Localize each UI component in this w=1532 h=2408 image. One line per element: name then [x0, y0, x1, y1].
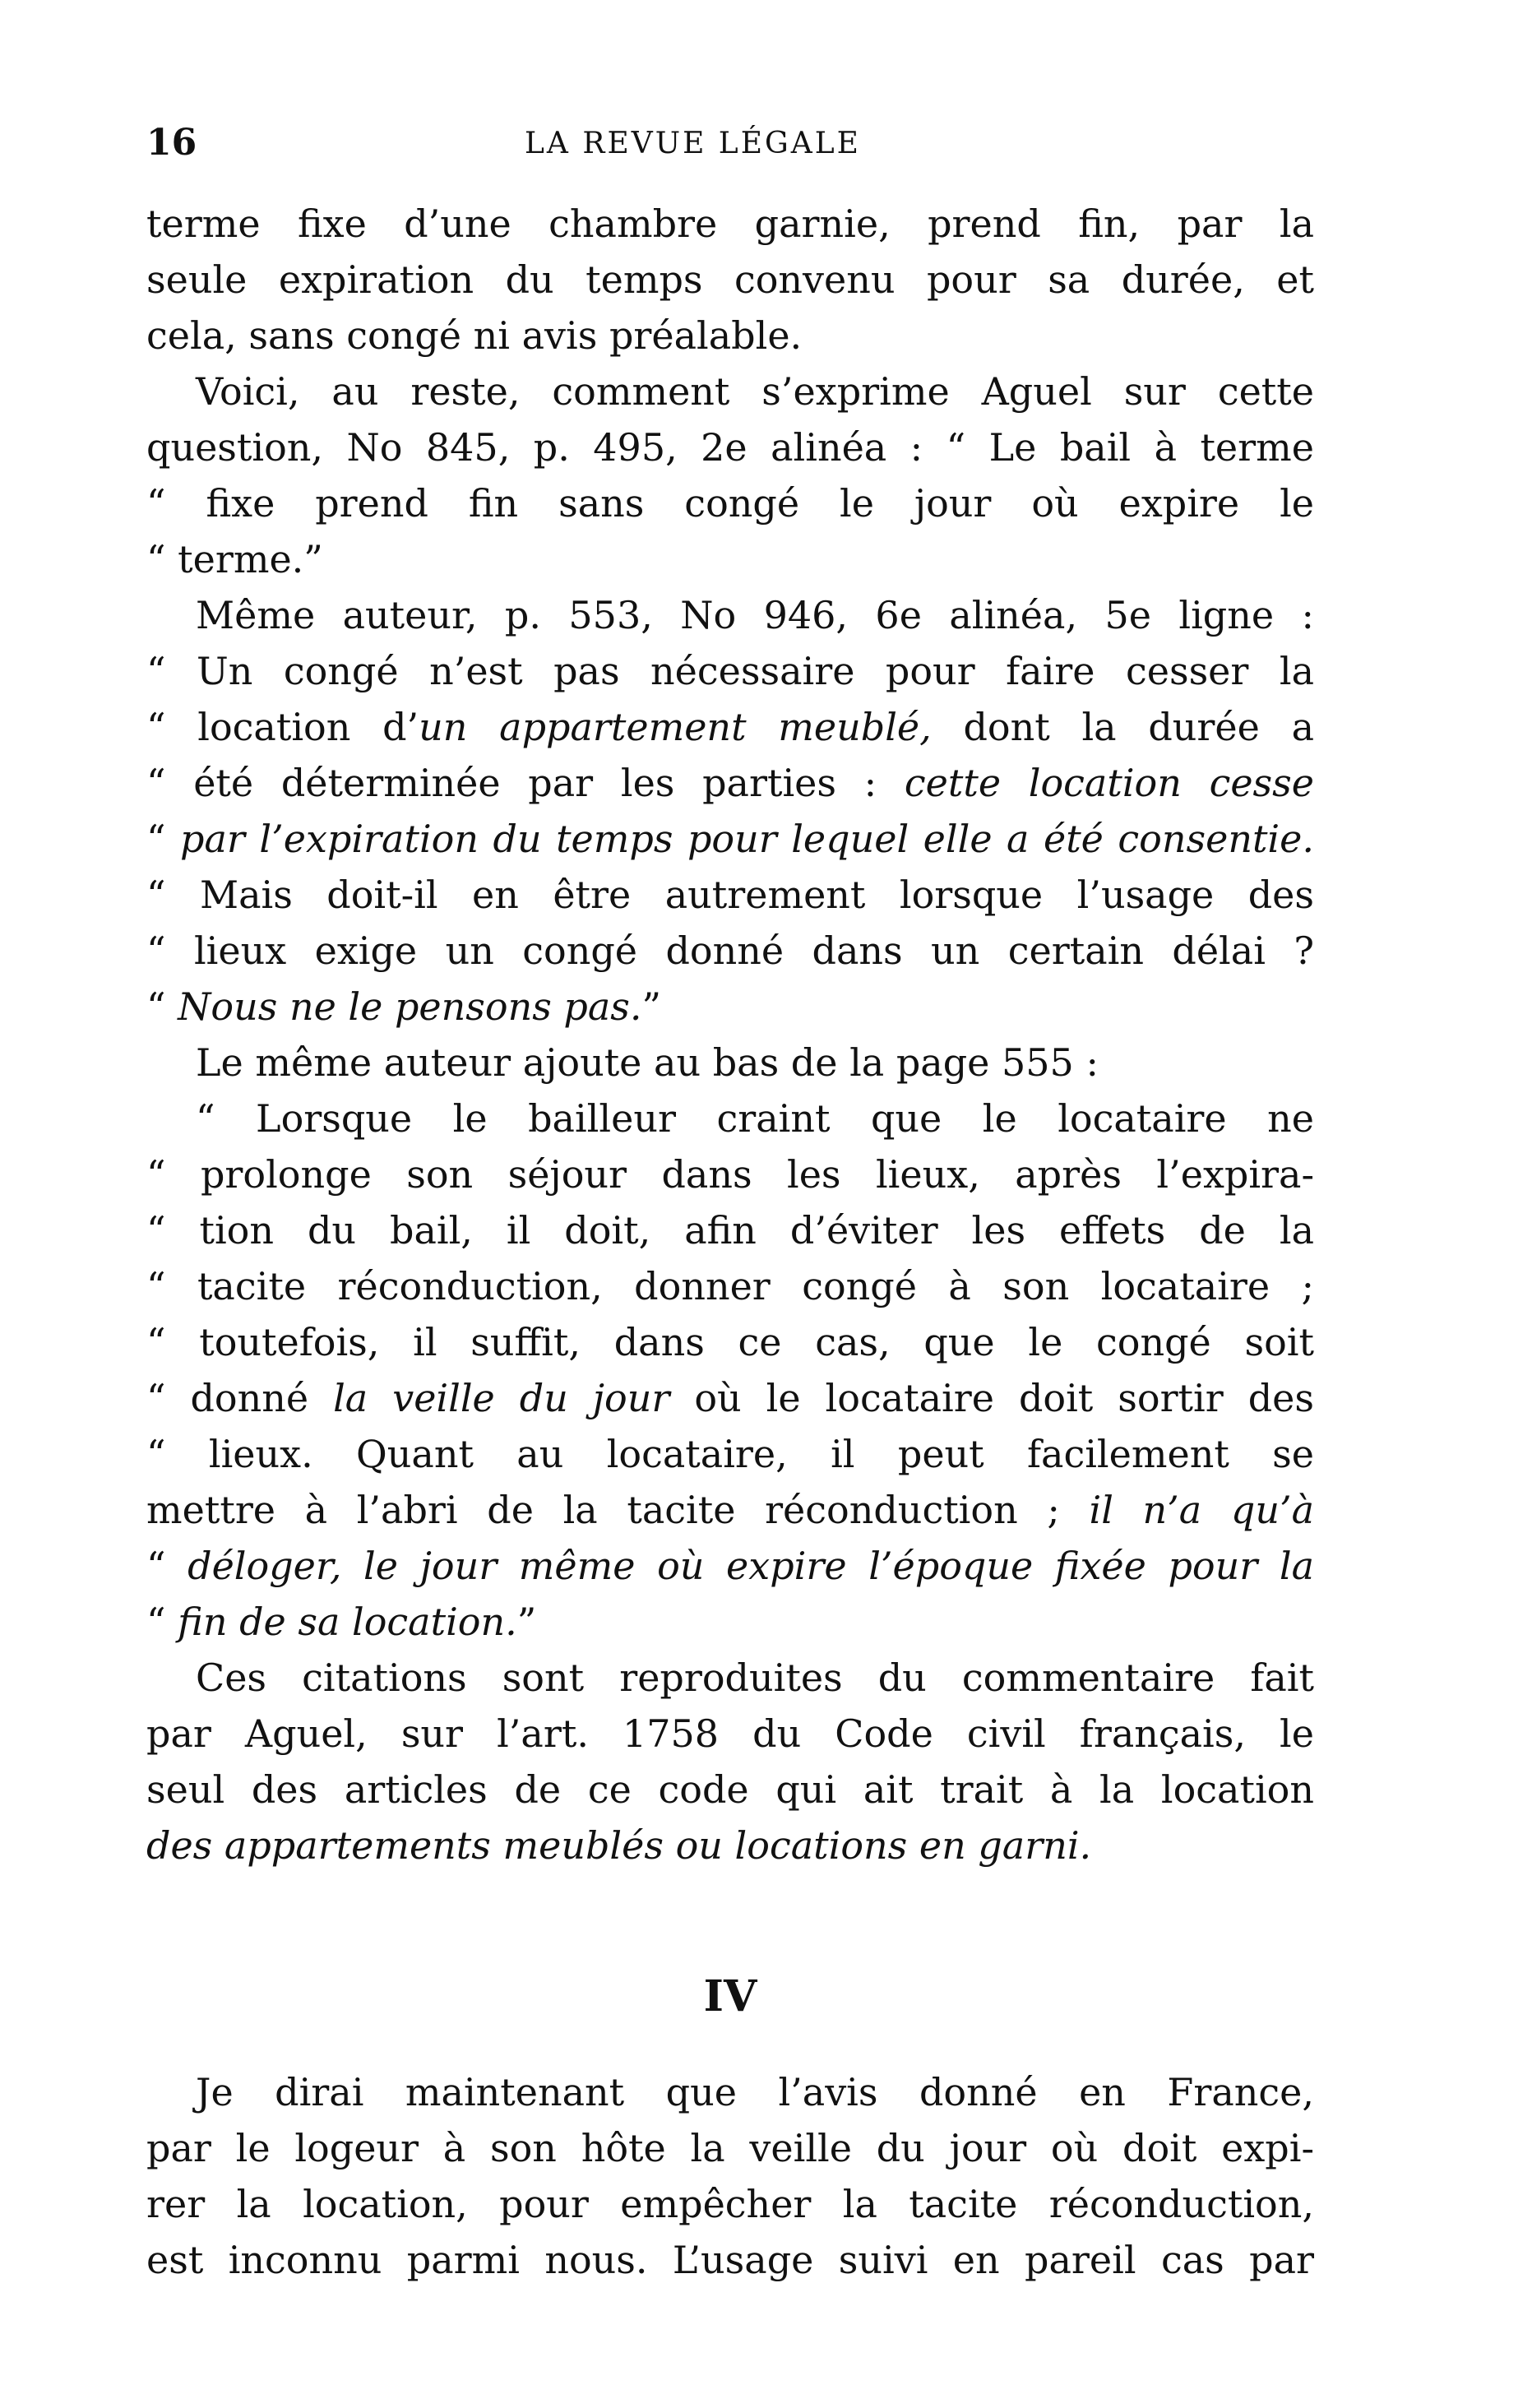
- text-line: Même auteur, p. 553, No 946, 6e alinéa, 5e ligne :: [196, 593, 1314, 637]
- text-span: ”: [516, 1600, 537, 1644]
- text-line: “ lieux. Quant au locataire, il peut facilement se: [146, 1432, 1314, 1476]
- text-line: “ Un congé n’est pas nécessaire pour faire cesser la: [146, 649, 1314, 693]
- text-line: [146, 1538, 1314, 1594]
- italic-span: il n’a qu’à: [1089, 1488, 1314, 1532]
- italic-span: un appartement meublé,: [419, 705, 932, 749]
- italic-span: par l’expiration du temps pour lequel elle a été consentie.: [180, 817, 1314, 861]
- journal-title: LA REVUE LÉGALE: [525, 127, 861, 160]
- text-line: [146, 1370, 1314, 1426]
- text-span: “ été déterminée par les parties :: [146, 761, 905, 805]
- italic-span: cette location cesse: [904, 761, 1314, 805]
- spacer: [146, 1873, 1314, 1956]
- text-line: Le même auteur ajoute au bas de la page 555 :: [196, 1040, 1099, 1085]
- text-line: “ lieux exige un congé donné dans un certain délai ?: [146, 928, 1314, 973]
- text-line: [146, 811, 1314, 867]
- text-line: [146, 979, 1314, 1035]
- text-line: seule expiration du temps convenu pour sa durée, et: [146, 257, 1314, 302]
- body-text: [146, 196, 1314, 2288]
- section-heading: IV: [703, 1971, 757, 2021]
- text-span: “: [146, 984, 178, 1029]
- text-span: “ donné: [146, 1376, 334, 1420]
- italic-span: fin de sa location.: [178, 1600, 517, 1644]
- text-line: Ces citations sont reproduites du commentaire fait: [196, 1656, 1314, 1700]
- text-line: est inconnu parmi nous. L’usage suivi en pareil cas par: [146, 2238, 1314, 2282]
- text-line: “ prolonge son séjour dans les lieux, après l’expira-: [146, 1152, 1314, 1197]
- text-span: ”: [641, 984, 662, 1029]
- text-line: “ tion du bail, il doit, afin d’éviter les effets de la: [146, 1208, 1314, 1253]
- text-line: “ Mais doit-il en être autrement lorsque l’usage des: [146, 873, 1314, 917]
- text-line: seul des articles de ce code qui ait trait à la location: [146, 1767, 1314, 1812]
- text-line: par le logeur à son hôte la veille du jour où doit expi-: [146, 2126, 1314, 2170]
- text-line: terme fixe d’une chambre garnie, prend fin, par la: [146, 201, 1314, 246]
- text-span: où le locataire doit sortir des: [669, 1376, 1314, 1420]
- italic-span: Nous ne le pensons pas.: [178, 984, 642, 1029]
- text-line: [146, 755, 1314, 811]
- text-line: des appartements meublés ou locations en garni.: [146, 1823, 1092, 1868]
- text-span: “: [146, 1544, 188, 1588]
- text-span: dont la durée a: [931, 705, 1314, 749]
- running-head: [146, 122, 1314, 171]
- text-line: [146, 1482, 1314, 1538]
- spacer: [146, 2038, 1314, 2064]
- text-line: rer la location, pour empêcher la tacite réconduction,: [146, 2182, 1314, 2226]
- text-line: “ toutefois, il suffit, dans ce cas, que le congé soit: [146, 1320, 1314, 1364]
- text-span: “: [146, 817, 181, 861]
- italic-span: déloger, le jour même où expire l’époque fixée pour la: [187, 1544, 1314, 1588]
- text-line: Voici, au reste, comment s’exprime Aguel sur cette: [196, 369, 1314, 414]
- text-line: “ terme.”: [146, 537, 323, 581]
- italic-span: la veille du jour: [333, 1376, 670, 1420]
- text-line: par Aguel, sur l’art. 1758 du Code civil français, le: [146, 1711, 1314, 1756]
- text-span: “ location d’: [146, 705, 419, 749]
- text-line: [146, 699, 1314, 755]
- text-line: “ tacite réconduction, donner congé à son locataire ;: [146, 1264, 1314, 1308]
- text-line: “ fixe prend fin sans congé le jour où expire le: [146, 481, 1314, 526]
- text-span: mettre à l’abri de la tacite réconduction ;: [146, 1488, 1090, 1532]
- text-line: cela, sans congé ni avis préalable.: [146, 313, 803, 358]
- text-span: “: [146, 1600, 178, 1644]
- page-number: 16: [146, 122, 197, 164]
- text-line: “ Lorsque le bailleur craint que le locataire ne: [196, 1096, 1314, 1141]
- text-line: [146, 1594, 1314, 1650]
- text-line: Je dirai maintenant que l’avis donné en France,: [196, 2070, 1314, 2114]
- text-line: question, No 845, p. 495, 2e alinéa : “ Le bail à terme: [146, 425, 1314, 470]
